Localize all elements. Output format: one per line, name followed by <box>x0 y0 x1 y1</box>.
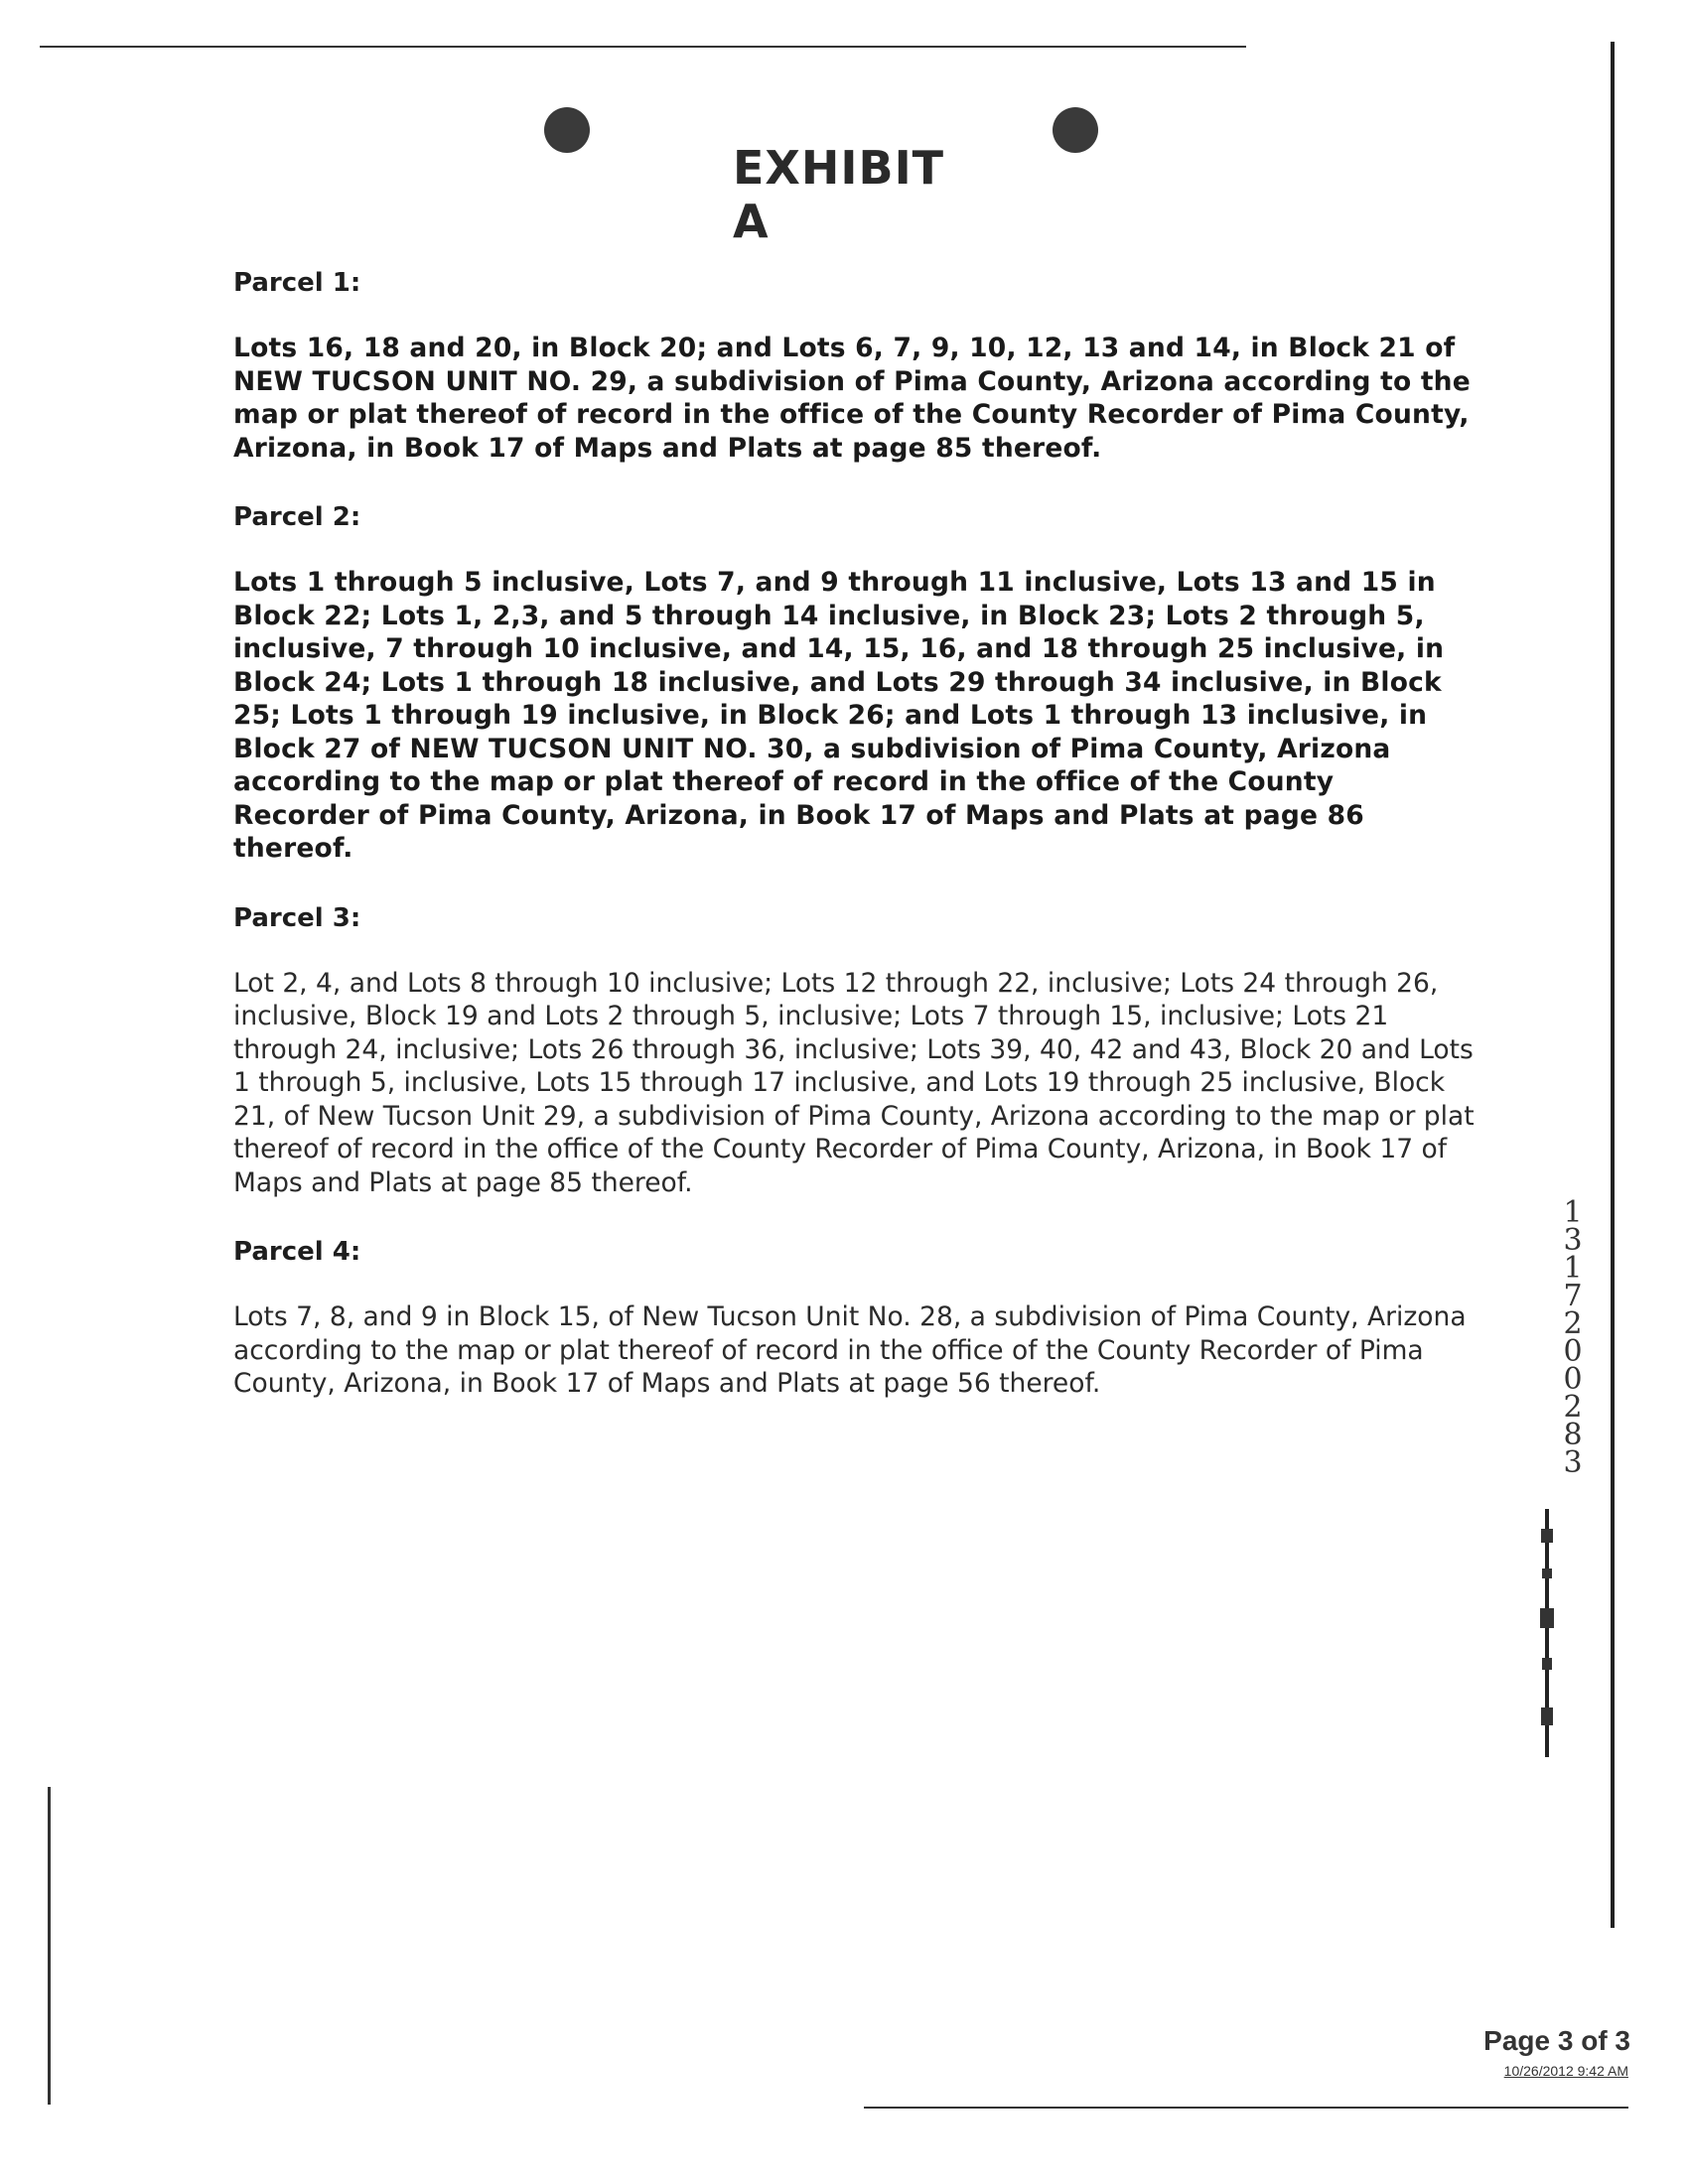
parcel-heading: Parcel 4: <box>233 1237 361 1267</box>
parcel-heading: Parcel 3: <box>233 902 361 933</box>
exhibit-title: EXHIBIT A <box>733 141 945 248</box>
parcel-description: Lots 1 through 5 inclusive, Lots 7, and 9 through 11 inclusive, Lots 13 and 15 in Block 22; Lots 1, 2,3, and 5 through 14 inclusive, in Block 23; Lots 2 through 5, inclusive, 7 through 10 inclusive, and 14, 15, 16, and 18 through 25 inclusive, in Block 24; Lots 1 through 18 inclusive, and Lots 29 through 34 inclusive, in Block 25; Lots 1 through 19 inclusive, in Block 26; and Lots 1 through 13 inclusive, in Block 27 of NEW TUCSON UNIT NO. 30, a subdivision of Pima County, Arizona according to the map or plat thereof of record in the office of the County Recorder of Pima County, Arizona, in Book 17 of Maps and Plats at page 86 thereof. <box>233 567 1445 864</box>
parcel-description: Lots 7, 8, and 9 in Block 15, of New Tucson Unit No. 28, a subdivision of Pima County, Arizona according to the map or plat thereof of record in the office of the County Recorder of Pima County, Arizona, in Book 17 of Maps and Plats at page 56 thereof. <box>233 1301 1467 1399</box>
parcel-description: Lots 16, 18 and 20, in Block 20; and Lots 6, 7, 9, 10, 12, 13 and 14, in Block 21 of NEW TUCSON UNIT NO. 29, a subdivision of Pima County, Arizona according to the map or plat thereof of record in the office of the County Recorder of Pima County, Arizona, in Book 17 of Maps and Plats at page 85 thereof. <box>233 333 1471 464</box>
parcel-description: Lot 2, 4, and Lots 8 through 10 inclusive; Lots 12 through 22, inclusive; Lots 24 through 26, inclusive, Block 19 and Lots 2 through 5, inclusive; Lots 7 through 15, inclusive; Lots 21 through 24, inclusive; Lots 26 through 36, inclusive; Lots 39, 40, 42 and 43, Block 20 and Lots 1 through 5, inclusive, Lots 15 through 17 inclusive, and Lots 19 through 25 inclusive, Block 21, of New Tucson Unit 29, a subdivision of Pima County, Arizona according to the map or plat thereof of record in the office of the County Recorder of Pima County, Arizona, in Book 17 of Maps and Plats at page 85 thereof. <box>233 967 1475 1198</box>
parcel-heading: Parcel 2: <box>233 502 361 532</box>
scan-left-edge <box>48 1787 51 2105</box>
punch-hole-right <box>1053 107 1098 153</box>
scan-bottom-edge <box>864 2107 1628 2109</box>
parcel-1 <box>233 268 1475 465</box>
scan-top-edge <box>40 46 1246 48</box>
parcel-list <box>233 268 1475 1438</box>
parcel-4 <box>233 1237 1475 1401</box>
print-timestamp: 10/26/2012 9:42 AM <box>1503 2063 1628 2079</box>
punch-hole-left <box>544 107 590 153</box>
barcode-mark <box>1537 1509 1557 1757</box>
parcel-2 <box>233 502 1475 866</box>
page-number: Page 3 of 3 <box>1483 2025 1630 2056</box>
scan-right-edge <box>1611 42 1615 1928</box>
recording-number-stamp: 13172 00283 <box>1563 1195 1583 1480</box>
parcel-heading: Parcel 1: <box>233 268 361 298</box>
parcel-3 <box>233 903 1475 1200</box>
